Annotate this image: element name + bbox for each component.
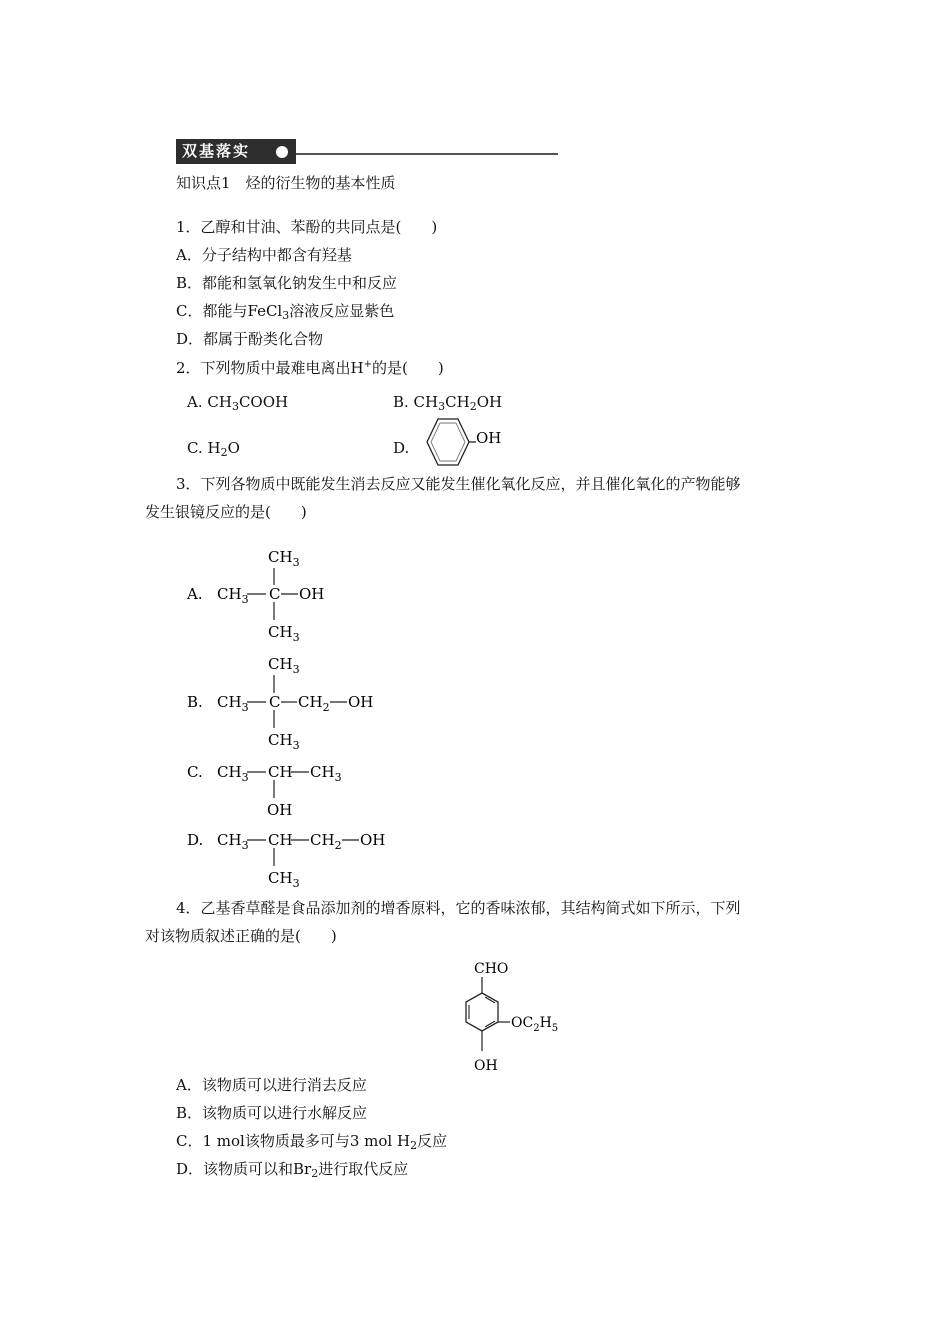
q2-oh-label: OH xyxy=(476,429,502,447)
svg-text:CH3: $CH_3$ xyxy=(217,831,249,852)
q3-label-a: A. xyxy=(187,585,203,603)
q3-structures xyxy=(180,540,420,900)
q4-stem-line2: 对该物质叙述正确的是( ) xyxy=(145,927,337,945)
svg-text:OH: OH xyxy=(360,831,386,849)
q1-stem: 1．乙醇和甘油、苯酚的共同点是( ) xyxy=(176,218,438,236)
section-banner: 双基落实 xyxy=(176,139,296,164)
q4-option-d: D．该物质可以和$Br_2$进行取代反应 xyxy=(176,1160,409,1180)
svg-text:CH3: $CH_3$ xyxy=(268,623,300,644)
banner-dot-icon xyxy=(276,146,288,158)
svg-text:CH3: $CH_3$ xyxy=(217,693,249,714)
svg-text:OC2H5: $OC_2H_5$ xyxy=(511,1015,559,1034)
svg-text:CH3: $CH_3$ xyxy=(217,585,249,606)
q4-option-c: C．1 mol该物质最多可与3 mol $H_2$反应 xyxy=(176,1132,448,1152)
q2-option-c: C. $H_2O$ xyxy=(187,439,240,459)
q3-stem-line2: 发生银镜反应的是( ) xyxy=(145,503,307,521)
q2-option-b: B. $CH_3CH_2OH$ xyxy=(393,393,503,413)
svg-text:CH: CH xyxy=(268,831,293,849)
knowledge-point-title: 知识点1 烃的衍生物的基本性质 xyxy=(176,174,396,192)
q1-option-d: D．都属于酚类化合物 xyxy=(176,330,324,348)
svg-text:OH: OH xyxy=(474,1058,498,1074)
q4-option-b: B．该物质可以进行水解反应 xyxy=(176,1104,368,1122)
banner-divider xyxy=(296,153,558,155)
svg-text:OH: OH xyxy=(299,585,325,603)
svg-text:CH2: $CH_2$ xyxy=(298,693,330,714)
q3-label-c: C. xyxy=(187,763,203,781)
svg-text:CH: CH xyxy=(268,763,293,781)
svg-text:C: C xyxy=(269,585,281,603)
q4-stem-line1: 4．乙基香草醛是食品添加剂的增香原料，它的香味浓郁，其结构简式如下所示，下列 xyxy=(176,899,741,917)
q3-label-b: B. xyxy=(187,693,203,711)
svg-text:C: C xyxy=(269,693,281,711)
q1-option-c: C．都能与FeCl$_3$溶液反应显紫色 xyxy=(176,302,395,322)
svg-text:OH: OH xyxy=(348,693,374,711)
svg-text:CH3: $CH_3$ xyxy=(268,655,300,676)
svg-text:CHO: CHO xyxy=(474,961,509,977)
q1-option-a: A．分子结构中都含有羟基 xyxy=(176,246,352,264)
q2-phenol-structure xyxy=(414,412,504,476)
q2-option-a: A. $CH_3COOH$ xyxy=(187,393,289,413)
svg-text:CH3: $CH_3$ xyxy=(217,763,249,784)
q3-label-d: D. xyxy=(187,831,204,849)
q2-stem: 2．下列物质中最难电离出H+的是( ) xyxy=(176,359,444,377)
q1-option-b: B．都能和氢氧化钠发生中和反应 xyxy=(176,274,398,292)
svg-text:CH3: $CH_3$ xyxy=(268,869,300,890)
svg-text:OH: OH xyxy=(267,801,293,819)
q2-option-d-label: D. xyxy=(393,439,410,457)
svg-text:CH3: $CH_3$ xyxy=(268,548,300,569)
svg-text:CH2: $CH_2$ xyxy=(310,831,342,852)
q3-stem-line1: 3．下列各物质中既能发生消去反应又能发生催化氧化反应，并且催化氧化的产物能够 xyxy=(176,475,741,493)
svg-text:CH3: $CH_3$ xyxy=(268,731,300,752)
q4-option-a: A．该物质可以进行消去反应 xyxy=(176,1076,367,1094)
q4-ethylvanillin-structure xyxy=(450,955,580,1080)
svg-text:CH3: $CH_3$ xyxy=(310,763,342,784)
